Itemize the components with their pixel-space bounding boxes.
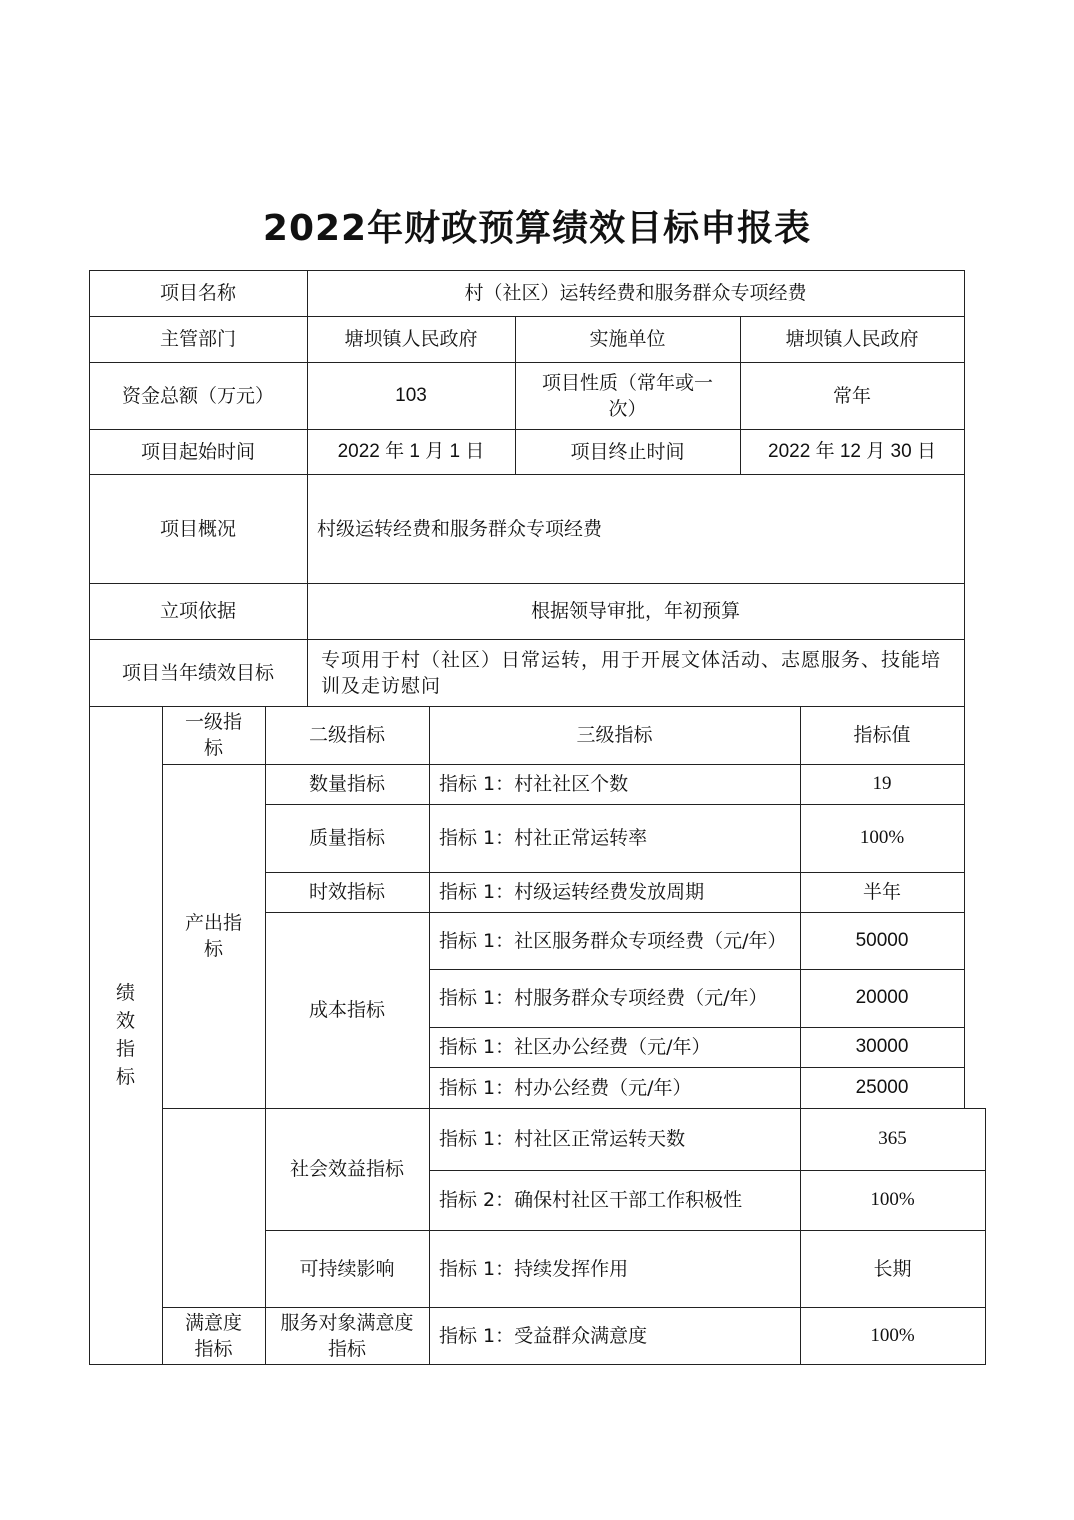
impl-value: 塘坝镇人民政府 <box>785 328 919 350</box>
indicator-row-value: 25000 <box>855 1076 909 1098</box>
header-value: 指标值 <box>853 724 911 746</box>
indicators-section-label: 绩效指标 <box>115 982 135 1088</box>
output-indicator-label: 产出指标 <box>184 912 242 960</box>
header-level2: 二级指标 <box>308 724 385 746</box>
indicator-row-name: 指标 1：社区办公经费（元/年） <box>439 1036 711 1058</box>
indicator-row-value: 长期 <box>873 1257 912 1280</box>
start-value: 2022 年 1 月 1 日 <box>337 440 485 462</box>
indicator-row-name: 指标 1：持续发挥作用 <box>439 1257 629 1280</box>
indicator-row-value: 100% <box>870 1324 915 1346</box>
dept-label: 主管部门 <box>159 328 236 350</box>
nature-label: 项目性质（常年或一次） <box>541 371 713 420</box>
indicator-row-name: 指标 1：受益群众满意度 <box>439 1324 648 1347</box>
indicator-row-name: 指标 1：村社社区个数 <box>439 773 629 795</box>
social-benefit-indicator: 社会效益指标 <box>289 1158 404 1180</box>
goal-label: 项目当年绩效目标 <box>121 661 274 684</box>
quality-indicator: 质量指标 <box>308 827 385 849</box>
satisfaction-indicator-label: 满意度指标 <box>184 1311 242 1360</box>
timeliness-indicator: 时效指标 <box>308 881 385 903</box>
indicator-row-name: 指标 1：村办公经费（元/年） <box>439 1076 692 1099</box>
header-level3: 三级指标 <box>576 724 653 746</box>
basis-value: 根据领导审批，年初预算 <box>530 600 740 622</box>
indicator-row-value: 19 <box>872 773 892 794</box>
sustainability-indicator: 可持续影响 <box>299 1257 395 1280</box>
quantity-indicator: 数量指标 <box>308 773 385 795</box>
project-name-label: 项目名称 <box>159 282 236 304</box>
dept-value: 塘坝镇人民政府 <box>344 328 478 350</box>
indicator-row-name: 指标 1：村社区正常运转天数 <box>439 1128 686 1150</box>
basis-label: 立项依据 <box>159 600 236 622</box>
goal-value: 专项用于村（社区）日常运转，用于开展文体活动、志愿服务、技能培训及走访慰问 <box>321 648 942 697</box>
indicator-row-value: 50000 <box>855 929 909 951</box>
overview-label: 项目概况 <box>159 517 236 540</box>
indicator-row-name: 指标 1：村服务群众专项经费（元/年） <box>439 987 768 1009</box>
end-value: 2022 年 12 月 30 日 <box>768 440 936 462</box>
indicator-row-name: 指标 2：确保村社区干部工作积极性 <box>439 1189 743 1211</box>
page-title: 2022年财政预算绩效目标申报表 <box>262 208 812 249</box>
service-satisfaction-indicator: 服务对象满意度指标 <box>280 1311 414 1360</box>
indicator-row-value: 半年 <box>862 881 901 903</box>
fund-value: 103 <box>395 384 427 406</box>
fund-label: 资金总额（万元） <box>121 384 274 407</box>
indicator-row-value: 30000 <box>855 1036 909 1057</box>
indicator-row-value: 365 <box>878 1128 907 1149</box>
cost-indicator: 成本指标 <box>308 999 385 1021</box>
start-label: 项目起始时间 <box>140 440 255 463</box>
indicator-row-value: 100% <box>870 1189 915 1210</box>
indicator-row-value: 20000 <box>855 987 909 1008</box>
indicator-row-name: 指标 1：社区服务群众专项经费（元/年） <box>439 929 787 952</box>
indicator-row-name: 指标 1：村级运转经费发放周期 <box>439 881 705 903</box>
project-name-value: 村（社区）运转经费和服务群众专项经费 <box>464 282 807 304</box>
overview-value: 村级运转经费和服务群众专项经费 <box>317 517 603 540</box>
indicator-row-name: 指标 1：村社正常运转率 <box>439 827 648 849</box>
end-label: 项目终止时间 <box>570 440 685 463</box>
nature-value: 常年 <box>832 384 871 407</box>
impl-label: 实施单位 <box>589 328 666 350</box>
indicator-row-value: 100% <box>859 827 905 848</box>
header-level1: 一级指标 <box>184 711 242 759</box>
